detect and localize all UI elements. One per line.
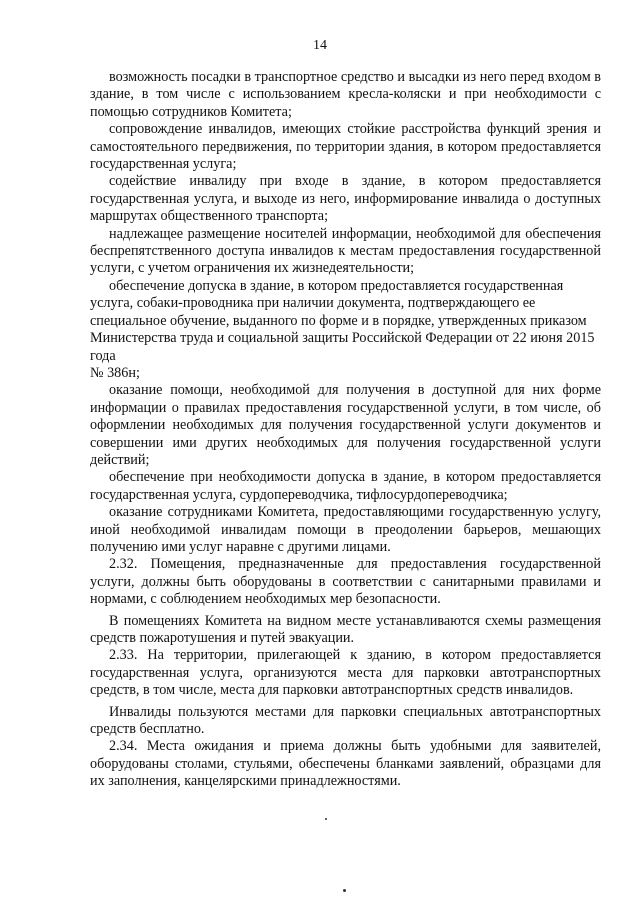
paragraph: надлежащее размещение носителей информации, необходимой для обеспечения беспрепятственного доступа инвалидов к местам предоставления государственной услуги, с учетом ограничения их жизнедеятельности; bbox=[90, 225, 601, 277]
paragraph: В помещениях Комитета на видном месте устанавливаются схемы размещения средств пожаротушения и путей эвакуации. bbox=[90, 612, 601, 646]
paragraph: оказание сотрудниками Комитета, предоставляющими государственную услугу, иной необходимой инвалидам помощи в преодолении барьеров, мешающих получению ими услуг наравне с другими лицами. bbox=[90, 504, 601, 555]
paragraph: 2.33. На территории, прилегающей к зданию, в котором предоставляется государственная услуга, организуются места для парковки автотранспортных средств, в том числе, места для парковки автотранспортных средств инвалидов. bbox=[90, 647, 601, 699]
page-number: 14 bbox=[313, 38, 327, 53]
paragraph: возможность посадки в транспортное средство и высадки из него перед входом в здание, в том числе с использованием кресла-коляски и при необходимости с помощью сотрудников Комитета; bbox=[90, 69, 601, 120]
paragraph: оказание помощи, необходимой для получения в доступной для них форме информации о правилах предоставления государственной услуги, в том числе, об оформлении необходимых для получения государственной услуги документов и совершении ими других необходимых для получения государственной услуги действий; bbox=[90, 382, 601, 468]
paragraph: содействие инвалиду при входе в здание, в котором предоставляется государственная услуга, и выходе из него, информирование инвалида о доступных маршрутах общественного транспорта; bbox=[90, 173, 601, 225]
paragraph: обеспечение допуска в здание, в котором предоставляется государственная услуга, собаки-проводника при наличии документа, подтверждающего ее специальное обучение, выданного по форме и в порядке, утвержденных приказом Министерства труда и социальной защиты Российской Федерации от 22 июня 2015 года bbox=[90, 277, 595, 364]
document-body bbox=[90, 69, 601, 791]
scan-artifact-dot bbox=[343, 889, 346, 892]
paragraph: обеспечение при необходимости допуска в здание, в котором предоставляется государственная услуга, сурдопереводчика, тифлосурдопереводчика; bbox=[90, 469, 601, 503]
paragraph: 2.34. Места ожидания и приема должны быть удобными для заявителей, оборудованы столами, стульями, обеспечены бланками заявлений, образцами для их заполнения, канцелярскими принадлежностями. bbox=[90, 738, 601, 790]
paragraph: сопровождение инвалидов, имеющих стойкие расстройства функций зрения и самостоятельного передвижения, по территории здания, в котором предоставляется государственная услуга; bbox=[90, 121, 601, 173]
paragraph: № 386н; bbox=[90, 364, 140, 381]
scan-artifact-dot bbox=[325, 818, 327, 820]
paragraph: 2.32. Помещения, предназначенные для предоставления государственной услуги, должны быть оборудованы в соответствии с санитарными правилами и нормами, с соблюдением необходимых мер безопасности. bbox=[90, 556, 601, 608]
paragraph: Инвалиды пользуются местами для парковки специальных автотранспортных средств бесплатно. bbox=[90, 703, 601, 738]
